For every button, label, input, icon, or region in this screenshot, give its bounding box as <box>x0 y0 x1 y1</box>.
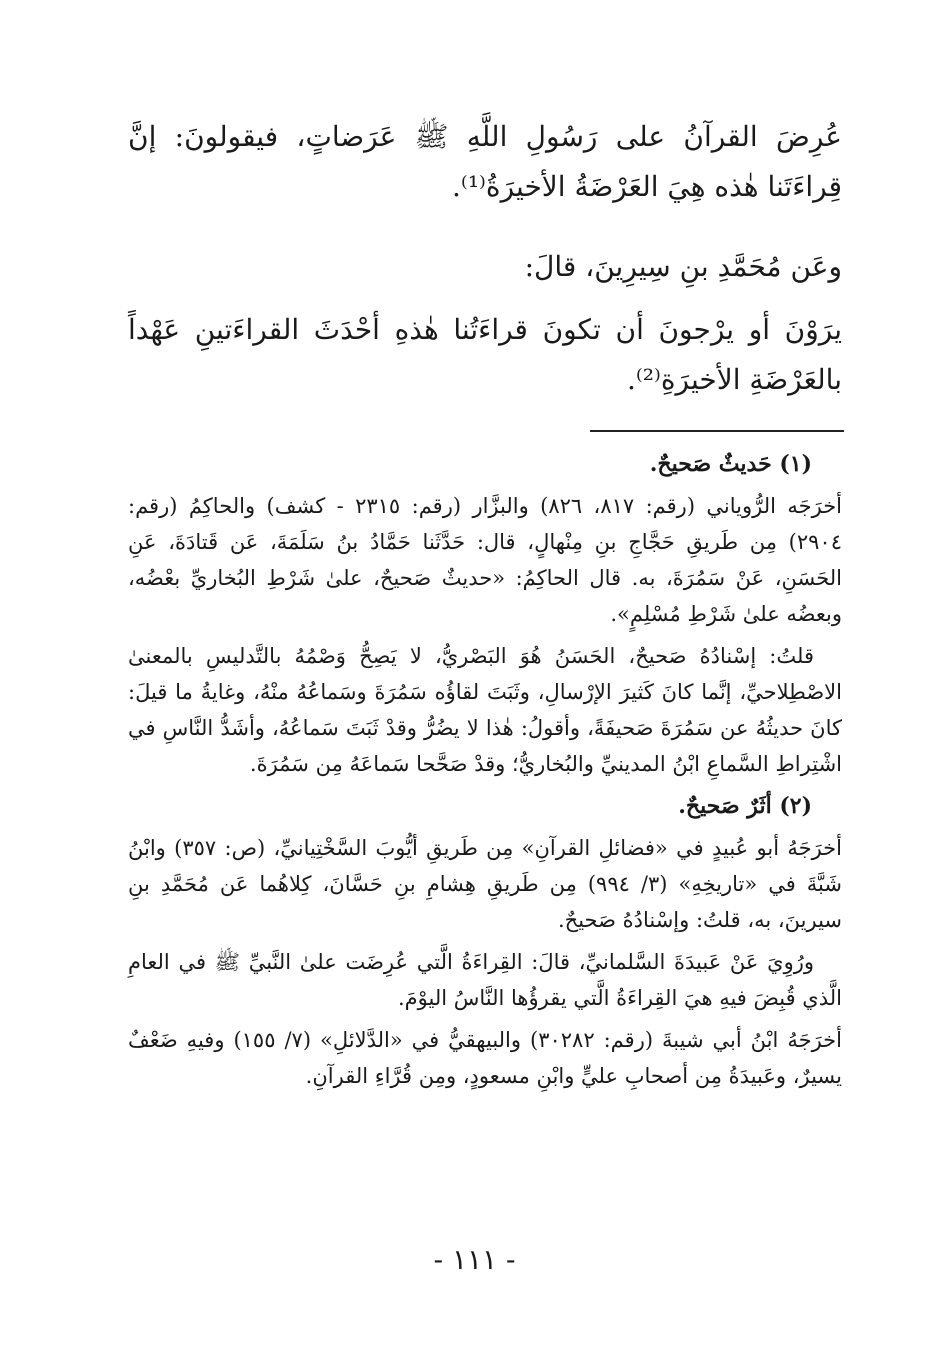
footnotes-section <box>128 446 842 1100</box>
page-number: - ١١١ - <box>433 1243 516 1276</box>
footnote-2-paragraph-2: ورُوِيَ عَنْ عَبيدَةَ السَّلمانيِّ، قالَ: القِراءَةُ الَّتي عُرِضَت علىٰ النَّبيِّ ﷺ في العامِ الَّذي قُبِضَ فيهِ هيَ القِراءَةُ الَّتي يقرؤُها النَّاسُ اليوْمَ. <box>128 950 842 1010</box>
footnote-1-paragraph-1: أخرَجَه الرُّوياني (رقم: ٨١٧، ٨٢٦) والبزَّار (رقم: ٢٣١٥ - كشف) والحاكِمُ (رقم: ٢٩٠٤) مِن طَريقِ حَجَّاجِ بنِ مِنْهالٍ، قال: حَدَّثَنا حَمَّادُ بنُ سَلَمَةَ، عَن قَتادَةَ، عَنِ الحَسَنِ، عَنْ سَمُرَةَ، به. قال الحاكِمُ: «حديثٌ صَحيحٌ، علىٰ شَرْطِ البُخاريِّ بعْضُه، وبعضُه علىٰ شَرْطِ مُسْلِمٍ». <box>128 494 843 626</box>
footnote-separator <box>590 430 844 432</box>
footnote-1-heading: (١) حَديثٌ صَحيحٌ. <box>649 451 812 477</box>
main-paragraph-1: عُرِضَ القرآنُ على رَسُولِ اللَّهِ ﷺ عَرَضاتٍ، فيقولونَ: إنَّ قِراءَتَنا هٰذه هِيَ العَرْضَةُ الأخيرَةُ⁽¹⁾. <box>128 120 842 203</box>
footnote-2-paragraph-3: أخرَجَهُ ابْنُ أبي شيبةَ (رقم: ٣٠٢٨٢) والبيهقيُّ في «الدَّلائلِ» (٧/ ١٥٥) وفيهِ ضَعْفٌ يسيرٌ، وعَبيدَةُ مِن أصحابِ عليٍّ وابْنِ مسعودٍ، ومِن قُرَّاءِ القرآنِ. <box>128 1028 842 1088</box>
footnote-2-heading: (٢) أثَرٌ صَحيحٌ. <box>678 793 812 819</box>
footnote-1-paragraph-2: قلتُ: إسْنادُهُ صَحيحٌ، الحَسَنُ هُوَ البَصْريُّ، لا يَصِحُّ وَصْمُهُ بالتَّدليسِ بالمعنىٰ الاصْطِلاحيِّ، إنَّما كانَ كَثيرَ الإرْسالِ، وثَبَتَ لقاؤُه سَمُرَةَ وسَماعُهُ منْهُ، وغايةُ ما قيلَ: كانَ حديثُهُ عن سَمُرَةَ صَحيفَةً، وأقولُ: هٰذا لا يضُرُّ وقدْ ثَبَتَ سَماعُهُ، وأشَدُّ النَّاسِ في اشْتِراطِ السَّماعِ ابْنُ المدينيِّ والبُخاريُّ؛ وقدْ صَحَّحا سَماعَهُ مِن سَمُرَةَ. <box>128 644 842 776</box>
footnote-2-paragraph-1: أخرَجَهُ أبو عُبيدٍ في «فضائلِ القرآنِ» مِن طَريقِ أيُّوبَ السَّخْتِيانيِّ، (ص: ٣٥٧) وابْنُ شَبَّةَ في «تاريخِهِ» (٣/ ٩٩٤) مِن طَريقِ هِشامِ بنِ حَسَّانَ، كِلاهُما عَن مُحَمَّدِ بنِ سيرينَ، به، قلتُ: وإسْنادُهُ صَحيحٌ. <box>128 836 842 932</box>
main-paragraph-3: يرَوْنَ أو يرْجونَ أن تكونَ قراءَتُنا هٰذهِ أحْدَثَ القراءَتينِ عَهْداً بالعَرْضَةِ الأخيرَةِ⁽²⁾. <box>128 313 842 396</box>
main-paragraph-2: وعَن مُحَمَّدِ بنِ سِيرِينَ، قالَ: <box>524 250 842 283</box>
